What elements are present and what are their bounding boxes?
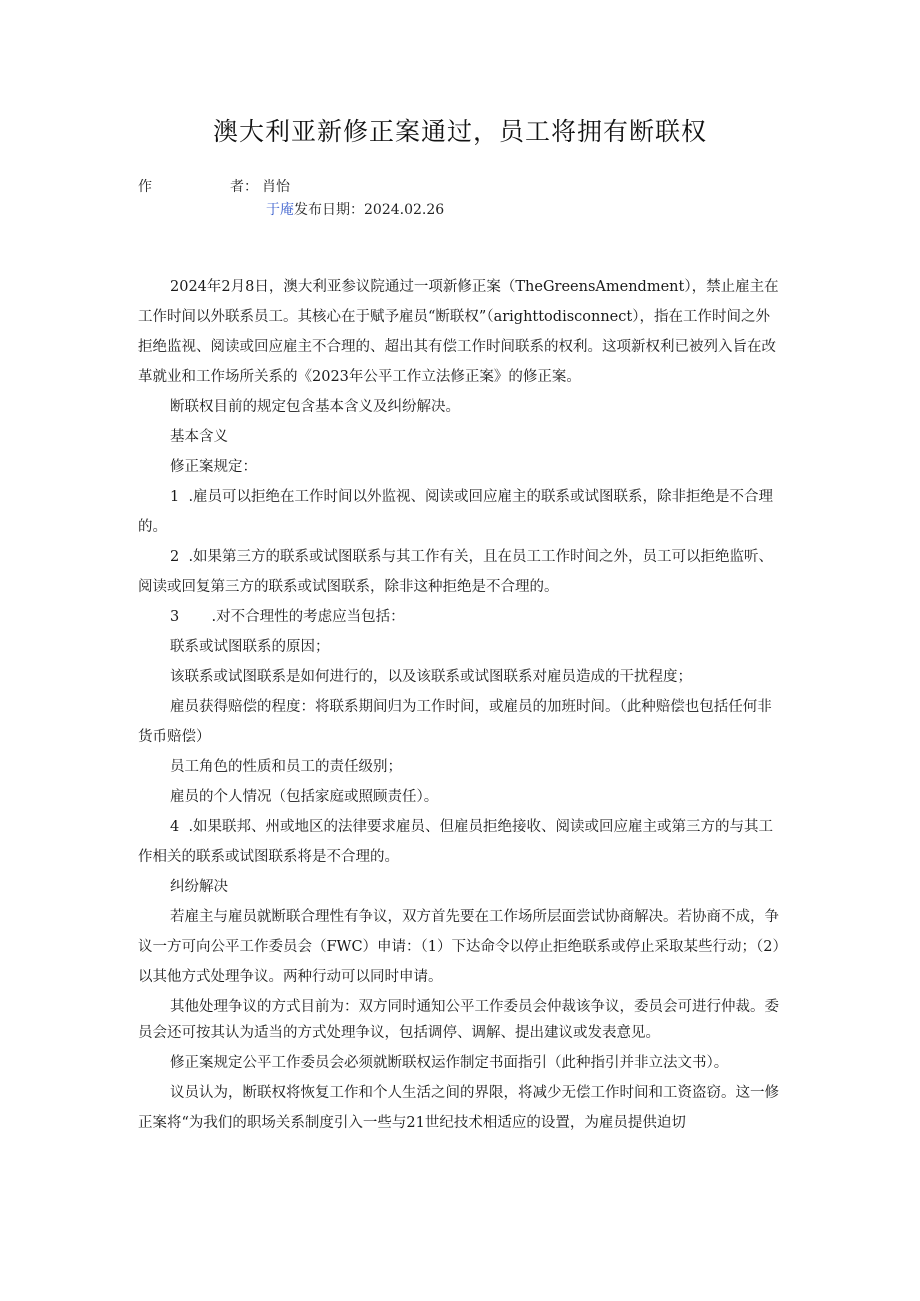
author-label-right: 者： [230,179,258,195]
article-title: 澳大利亚新修正案通过，员工将拥有断联权 [212,117,707,146]
list-item-1: 1 .雇员可以拒绝在工作时间以外监视、阅读或回应雇主的联系或试图联系，除非拒绝是不合理的。 [138,489,774,535]
paragraph-guidance: 修正案规定公平工作委员会必须就断联权运作制定书面指引（此种指引并非立法文书）。 [170,1055,729,1071]
publish-date: 2024.02.26 [364,202,445,218]
paragraph-overview: 断联权目前的规定包含基本含义及纠纷解决。 [170,399,460,415]
author-name-link[interactable]: 肖怡 [262,179,290,195]
paragraph-dispute-process: 若雇主与雇员就断联合理性有争议，双方首先要在工作场所层面尝试协商解决。若协商不成，争议一方可向公平工作委员会（FWC）申请：（1）下达命令以停止拒绝联系或停止采取某些行动；（2）以其他方式处理争议。两种行动可以同时申请。 [138,909,780,985]
list-item-4: 4 .如果联邦、州或地区的法律要求雇员、但雇员拒绝接收、阅读或回应雇主或第三方的与其工作相关的联系或试图联系将是不合理的。 [138,819,774,865]
list-item-2: 2 .如果第三方的联系或试图联系与其工作有关，且在员工工作时间之外，员工可以拒绝监听、阅读或回复第三方的联系或试图联系，除非这种拒绝是不合理的。 [138,549,774,595]
article-body [138,272,783,1138]
sub-item-compensation: 雇员获得赔偿的程度：将联系期间归为工作时间，或雇员的加班时间。（此种赔偿也包括任何非货币赔偿） [138,699,772,745]
publish-line [266,199,444,219]
author-label-left: 作 [138,179,152,195]
list-item-3: 3 .对不合理性的考虑应当包括： [170,609,405,625]
sub-item-personal: 雇员的个人情况（包括家庭或照顾责任）。 [170,789,439,805]
paragraph-legislators-view: 议员认为，断联权将恢复工作和个人生活之间的界限，将减少无偿工作时间和工资盗窃。这一修正案将“为我们的职场关系制度引入一些与21世纪技术相适应的设置，为雇员提供迫切 [138,1085,779,1131]
sub-item-reason: 联系或试图联系的原因； [170,639,330,655]
paragraph-intro: 2024年2月8日，澳大利亚参议院通过一项新修正案（TheGreensAmendment），禁止雇主在工作时间以外联系员工。其核心在于赋予雇员“断联权”（arighttodisconnect），指在工作时间之外拒绝监视、阅读或回应雇主不合理的、超出其有偿工作时间联系的权利。这项新权利已被列入旨在改革就业和工作场所关系的《2023年公平工作立法修正案》的修正案。 [138,279,779,385]
paragraph-amendment-provides: 修正案规定： [170,459,257,475]
sub-item-manner: 该联系或试图联系是如何进行的，以及该联系或试图联系对雇员造成的干扰程度； [170,669,692,685]
section-heading-basic-meaning: 基本含义 [170,429,228,445]
publish-label: 发布日期： [294,202,364,218]
section-heading-dispute: 纠纷解决 [170,879,228,895]
sub-item-role: 员工角色的性质和员工的责任级别； [170,759,402,775]
paragraph-other-methods: 其他处理争议的方式目前为：双方同时通知公平工作委员会仲裁该争议，委员会可进行仲裁。委员会还可按其认为适当的方式处理争议，包括调停、调解、提出建议或发表意见。 [138,999,779,1041]
publisher-name-link[interactable]: 于庵 [266,202,294,218]
